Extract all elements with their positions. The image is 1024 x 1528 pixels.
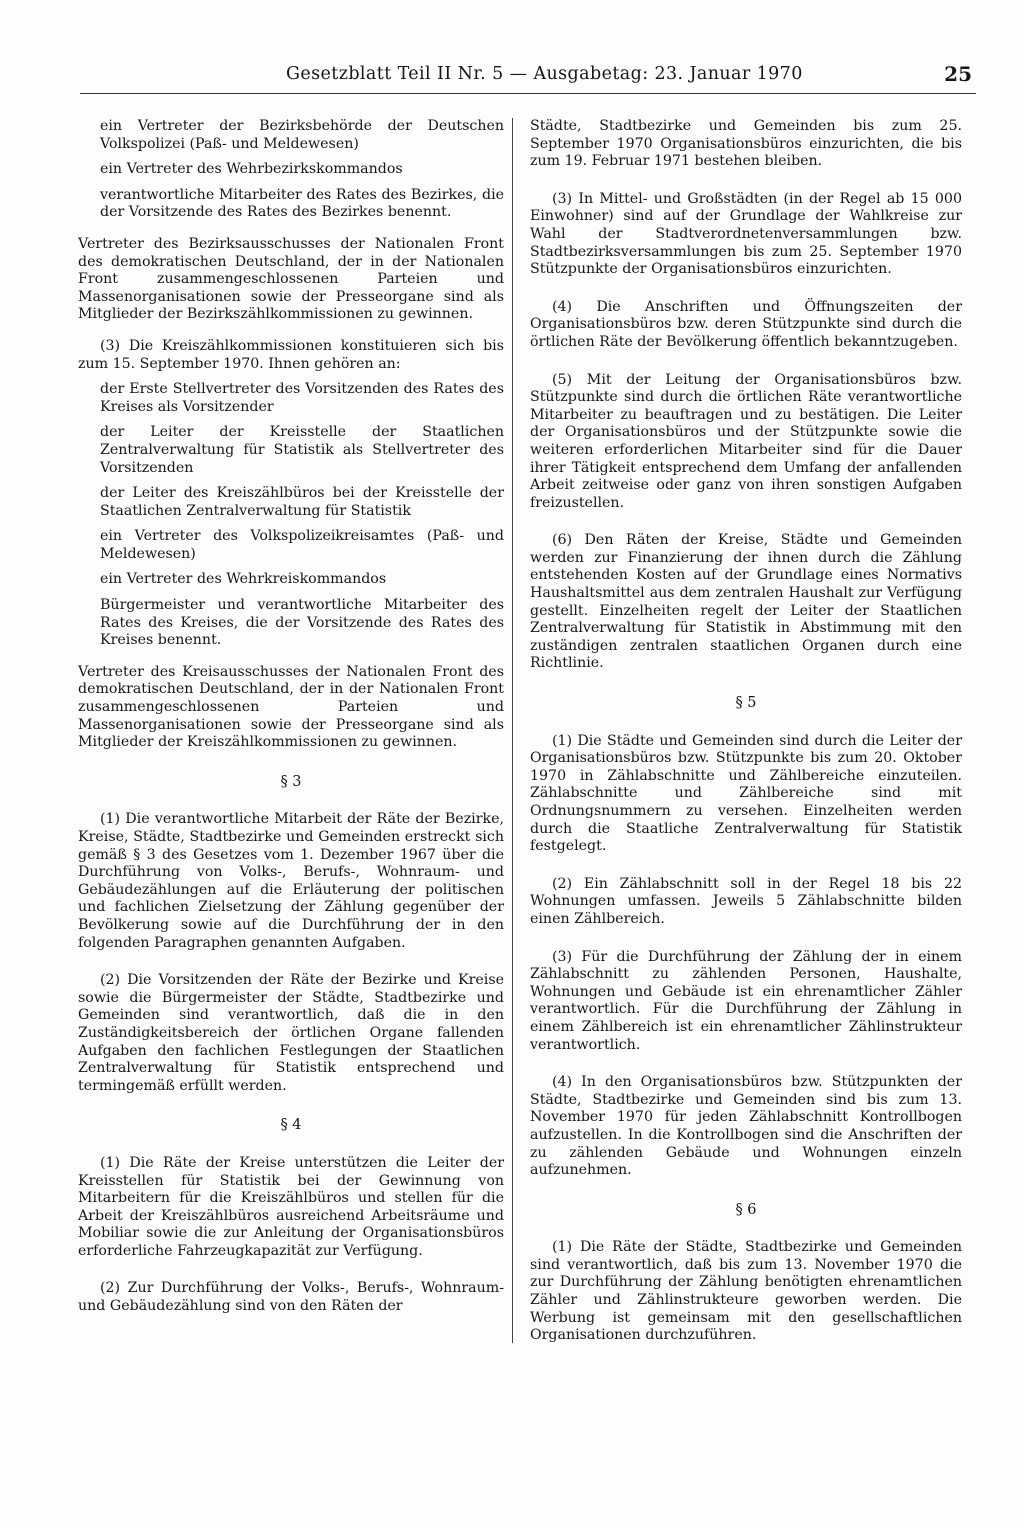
paragraph-5-2: (2) Ein Zählabschnitt soll in der Regel 18 bis 22 Wohnungen umfassen. Jeweils 5 Zählabschnitte bilden einen Zählbereich.	[530, 875, 962, 927]
list-item: ein Vertreter des Wehrbezirkskommandos	[100, 161, 403, 178]
section-heading-6: § 6	[735, 1201, 757, 1218]
header-rule	[80, 93, 976, 94]
paragraph-3-2: (2) Die Vorsitzenden der Räte der Bezirke und Kreise sowie die Bürgermeister der Städte, Stadtbezirke und Gemeinden sind verantwortlich, daß die in den Zuständigkeitsbereich der örtlichen Organe fallenden Aufgaben den fachlichen Festlegungen der Staatlichen Zentralverwaltung für Statistik entsprechend und termingemäß erfüllt werden.	[78, 972, 504, 1094]
list-item: der Leiter des Kreiszählbüros bei der Kreisstelle der Staatlichen Zentralverwaltung für Statistik	[100, 485, 504, 519]
section-heading-5: § 5	[735, 695, 757, 712]
paragraph-6-1: (1) Die Räte der Städte, Stadtbezirke und Gemeinden sind verantwortlich, daß bis zum 13. November 1970 die zur Durchführung der Zählung benötigten ehrenamtlichen Zähler und Zählinstrukteure geworben werden. Die Werbung ist gemeinsam mit den gesellschaftlichen Organisationen durchzuführen.	[530, 1239, 962, 1344]
paragraph-5-3: (3) Für die Durchführung der Zählung der in einem Zählabschnitt zu zählenden Personen, Haushalte, Wohnungen und Gebäude ist ein ehrenamtlicher Zähler verantwortlich. Für die Durchführung der Zählung in einem Zählbereich ist ein ehrenamtlicher Zählinstrukteur verantwortlich.	[530, 948, 962, 1053]
paragraph-2-3: (3) Die Kreiszählkommissionen konstituieren sich bis zum 15. September 1970. Ihnen gehören an:	[78, 337, 504, 372]
header-title: Gesetzblatt Teil II Nr. 5 — Ausgabetag: 23. Januar 1970	[286, 64, 803, 84]
list-item: der Erste Stellvertreter des Vorsitzenden des Rates des Kreises als Vorsitzender	[100, 381, 504, 415]
page-header	[80, 62, 980, 92]
left-column	[78, 118, 504, 1324]
paragraph-kreis-members: Vertreter des Kreisausschusses der Nationalen Front des demokratischen Deutschland, der in der Nationalen Front zusammengeschlossenen Parteien und Massenorganisationen sowie der Presseorgane sind als Mitglieder der Kreiszählkommissionen zu gewinnen.	[78, 663, 504, 751]
list-item: der Leiter der Kreisstelle der Staatlichen Zentralverwaltung für Statistik als Stellvertreter des Vorsitzenden	[100, 424, 504, 476]
section-heading-4: § 4	[280, 1117, 302, 1134]
list-item: ein Vertreter der Bezirksbehörde der Deutschen Volkspolizei (Paß- und Meldewesen)	[100, 118, 504, 152]
list-item: Bürgermeister und verantwortliche Mitarbeiter des Rates des Kreises, die der Vorsitzende des Rates des Kreises benennt.	[100, 597, 504, 649]
paragraph-3-1: (1) Die verantwortliche Mitarbeit der Räte der Bezirke, Kreise, Städte, Stadtbezirke und Gemeinden erstreckt sich gemäß § 3 des Gesetzes vom 1. Dezember 1967 über die Durchführung von Volks-, Berufs-, Wohnraum- und Gebäudezählungen auf die Erläuterung der politischen und fachlichen Zielsetzung der Zählung gegenüber der Bevölkerung sowie auf die Durchführung der in den folgenden Paragraphen genannten Aufgaben.	[78, 811, 504, 951]
section-heading-3: § 3	[280, 773, 302, 790]
paragraph-5-4: (4) In den Organisationsbüros bzw. Stützpunkten der Städte, Stadtbezirke und Gemeinden sind bis zum 13. November 1970 für jeden Zählabschnitt Kontrollbogen aufzustellen. In die Kontrollbogen sind die Anschriften der zu zählenden Gebäude und Wohnungen einzeln aufzunehmen.	[530, 1074, 962, 1179]
paragraph-4-2: (2) Zur Durchführung der Volks-, Berufs-, Wohnraum- und Gebäudezählung sind von den Räten der	[78, 1280, 504, 1315]
paragraph-5-1: (1) Die Städte und Gemeinden sind durch die Leiter der Organisationsbüros bzw. Stützpunkte bis zum 20. Oktober 1970 in Zählabschnitte und Zählbereiche einzuteilen. Zählabschnitte und Zählbereiche sind mit Ordnungsnummern zu versehen. Einzelheiten werden durch die Staatliche Zentralverwaltung für Statistik festgelegt.	[530, 732, 962, 855]
list-item: ein Vertreter des Wehrkreiskommandos	[100, 571, 387, 588]
list-item: ein Vertreter des Volkspolizeikreisamtes (Paß- und Meldewesen)	[100, 528, 504, 562]
paragraph-4-5: (5) Mit der Leitung der Organisationsbüros bzw. Stützpunkte sind durch die örtlichen Räte verantwortliche Mitarbeiter zu beauftragen und zu bestätigen. Die Leiter der Organisationsbüros und der Stützpunkte sowie die weiteren erforderlichen Mitarbeiter sind für die Dauer ihrer Tätigkeit entsprechend dem Umfang der anfallenden Arbeit zeitweise oder ganz von ihren sonstigen Aufgaben freizustellen.	[530, 371, 962, 511]
paragraph-4-1: (1) Die Räte der Kreise unterstützen die Leiter der Kreisstellen für Statistik bei der Gewinnung von Mitarbeitern für die Kreiszählbüros und stellen für die Arbeit der Kreiszählbüros ausreichend Arbeitsräume und Mobiliar sowie die zur Anleitung der Organisationsbüros erforderliche Fahrzeugkapazität zur Verfügung.	[78, 1154, 504, 1259]
list-item: verantwortliche Mitarbeiter des Rates des Bezirkes, die der Vorsitzende des Rates des Bezirkes benennt.	[100, 186, 504, 221]
paragraph-4-2-continued: Städte, Stadtbezirke und Gemeinden bis zum 25. September 1970 Organisationsbüros einzurichten, die bis zum 19. Februar 1971 bestehen bleiben.	[530, 118, 962, 170]
right-column	[530, 118, 962, 1353]
column-divider	[512, 118, 513, 1343]
page-number: 25	[944, 62, 972, 86]
paragraph-4-3: (3) In Mittel- und Großstädten (in der Regel ab 15 000 Einwohner) sind auf der Grundlage der Wahlkreise zur Wahl der Stadtverordnetenversammlungen bzw. Stadtbezirksversammlungen bis zum 25. September 1970 Stützpunkte der Organisationsbüros einzurichten.	[530, 190, 962, 278]
paragraph-4-4: (4) Die Anschriften und Öffnungszeiten der Organisationsbüros bzw. deren Stützpunkte sind durch die örtlichen Räte der Bevölkerung öffentlich bekanntzugeben.	[530, 298, 962, 350]
paragraph-4-6: (6) Den Räten der Kreise, Städte und Gemeinden werden zur Finanzierung der ihnen durch die Zählung entstehenden Kosten auf der Grundlage eines Normativs Haushaltsmittel aus dem zentralen Haushalt zur Verfügung gestellt. Einzelheiten regelt der Leiter der Staatlichen Zentralverwaltung für Statistik in Abstimmung mit den zuständigen zentralen staatlichen Organen durch eine Richtlinie.	[530, 532, 962, 672]
paragraph-bezirk-members: Vertreter des Bezirksausschusses der Nationalen Front des demokratischen Deutschland, der in der Nationalen Front zusammengeschlossenen Parteien und Massenorganisationen sowie der Presseorgane sind als Mitglieder der Bezirkszählkommissionen zu gewinnen.	[78, 235, 504, 323]
